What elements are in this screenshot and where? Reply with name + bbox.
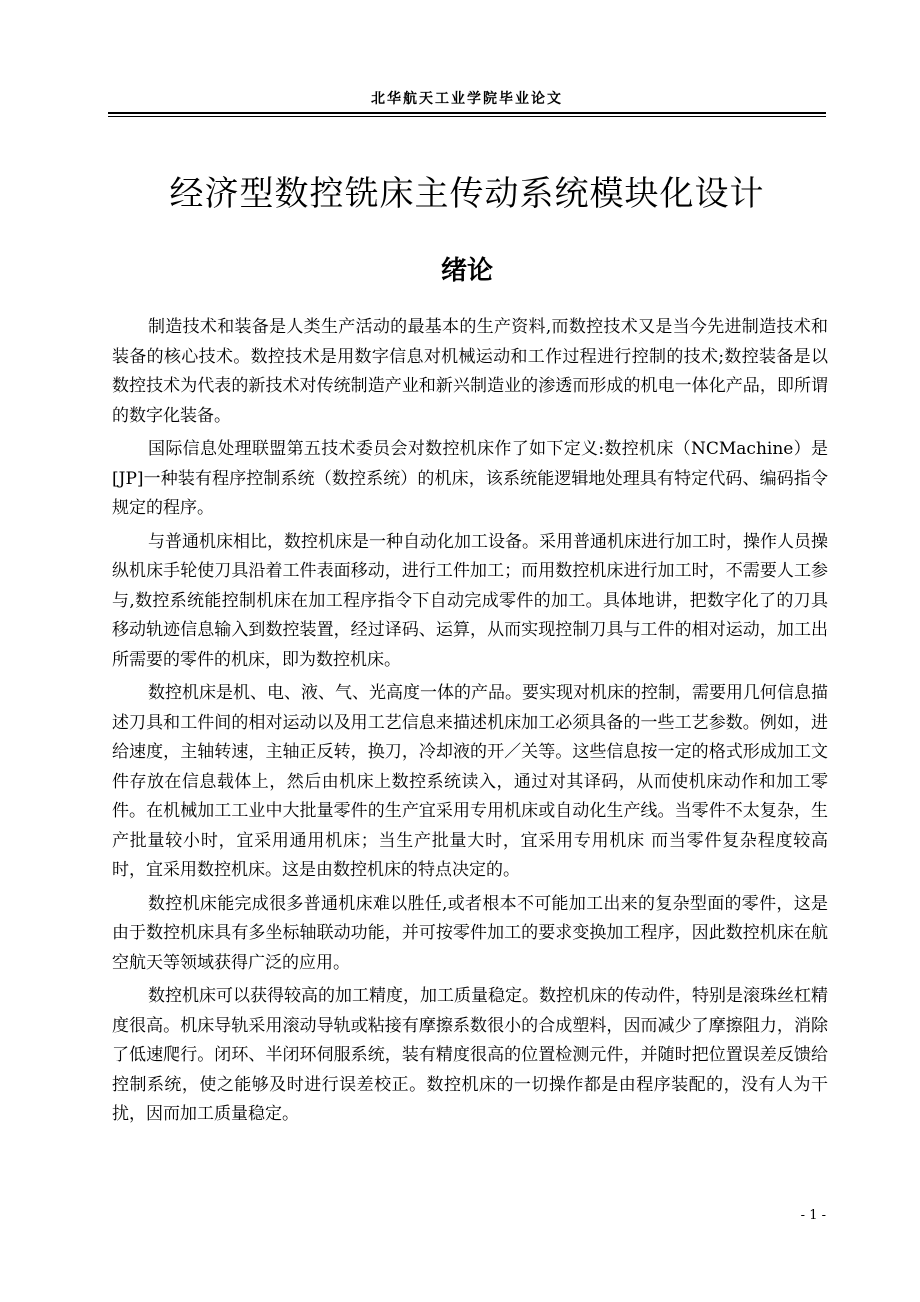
running-header: 北华航天工业学院毕业论文 bbox=[371, 91, 563, 107]
document-title: 经济型数控铣床主传动系统模块化设计 bbox=[169, 174, 765, 214]
paragraph: 与普通机床相比，数控机床是一种自动化加工设备。采用普通机床进行加工时，操作人员操纵机床手轮使刀具沿着工件表面移动，进行工件加工；而用数控机床进行加工时，不需要人工参与,数控系统能控制机床在加工程序指令下自动完成零件的加工。具体地讲，把数字化了的刀具移动轨迹信息输入到数控装置，经过译码、运算，从而实现控制刀具与工件的相对运动，加工出所需要的零件的机床，即为数控机床。 bbox=[112, 531, 828, 670]
page-number: - 1 - bbox=[800, 1208, 826, 1223]
header-rule-thick bbox=[108, 112, 826, 114]
paragraph: 数控机床是机、电、液、气、光高度一体的产品。要实现对机床的控制，需要用几何信息描述刀具和工件间的相对运动以及用工艺信息来描述机床加工必须具备的一些工艺参数。例如，进给速度，主轴转速，主轴正反转，换刀，冷却液的开／关等。这些信息按一定的格式形成加工文件存放在信息载体上，然后由机床上数控系统读入，通过对其译码，从而使机床动作和加工零件。在机械加工工业中大批量零件的生产宜采用专用机床或自动化生产线。当零件不太复杂，生产批量较小时，宜采用通用机床；当生产批量大时，宜采用专用机床 而当零件复杂程度较高时，宜采用数控机床。这是由数控机床的特点决定的。 bbox=[112, 683, 828, 880]
paragraph: 制造技术和装备是人类生产活动的最基本的生产资料,而数控技术又是当今先进制造技术和装备的核心技术。数控技术是用数字信息对机械运动和工作过程进行控制的技术;数控装备是以数控技术为代表的新技术对传统制造产业和新兴制造业的渗透而形成的机电一体化产品，即所谓的数字化装备。 bbox=[112, 317, 828, 426]
section-heading: 绪论 bbox=[440, 256, 493, 286]
header-rule-thin bbox=[108, 116, 826, 117]
paragraph: 数控机床可以获得较高的加工精度，加工质量稳定。数控机床的传动件，特别是滚珠丝杠精度很高。机床导轨采用滚动导轨或粘接有摩擦系数很小的合成塑料，因而减少了摩擦阻力，消除了低速爬行。闭环、半闭环伺服系统，装有精度很高的位置检测元件，并随时把位置误差反馈给控制系统，使之能够及时进行误差校正。数控机床的一切操作都是由程序装配的，没有人为干扰，因而加工质量稳定。 bbox=[112, 986, 828, 1124]
paragraph: 数控机床能完成很多普通机床难以胜任,或者根本不可能加工出来的复杂型面的零件，这是由于数控机床具有多坐标轴联动功能，并可按零件加工的要求变换加工程序，因此数控机床在航空航天等领域获得广泛的应用。 bbox=[112, 893, 828, 973]
paragraph: 国际信息处理联盟第五技术委员会对数控机床作了如下定义:数控机床（NCMachine）是[JP]一种装有程序控制系统（数控系统）的机床，该系统能逻辑地处理具有特定代码、编码指令规定的程序。 bbox=[112, 439, 828, 518]
body-text bbox=[112, 313, 828, 1134]
